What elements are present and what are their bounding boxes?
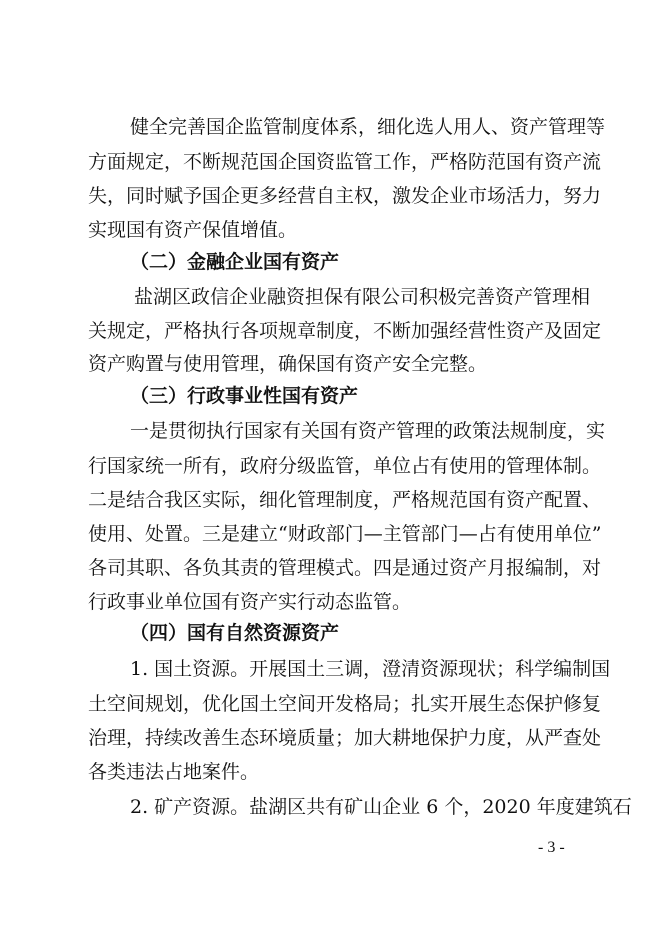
section-heading: （三）行政事业性国有资产 xyxy=(130,385,359,407)
paragraph-line: 资产购置与使用管理，确保国有资产安全完整。 xyxy=(88,353,488,375)
paragraph-line: 行国家统一所有，政府分级监管，单位占有使用的管理体制。 xyxy=(88,455,602,477)
paragraph-line: 失，同时赋予国企更多经营自主权，激发企业市场活力，努力 xyxy=(88,185,602,207)
paragraph-line: 关规定，严格执行各项规章制度，不断加强经营性资产及固定 xyxy=(88,320,602,342)
paragraph-line: 1. 国土资源。开展国土三调，澄清资源现状；科学编制国 xyxy=(130,658,611,680)
paragraph-line: 行政事业单位国有资产实行动态监管。 xyxy=(88,591,412,613)
section-heading: （四）国有自然资源资产 xyxy=(130,622,340,644)
paragraph-line: 使用、处置。三是建立“财政部门—主管部门—占有使用单位” xyxy=(88,523,602,545)
paragraph-line: 二是结合我区实际，细化管理制度，严格规范国有资产配置、 xyxy=(88,489,602,511)
paragraph-line: 土空间规划，优化国土空间开发格局；扎实开展生态保护修复 xyxy=(88,693,602,715)
page-number: - 3 - xyxy=(538,839,565,856)
paragraph-line: 盐湖区政信企业融资担保有限公司积极完善资产管理相 xyxy=(134,286,591,308)
paragraph-line: 实现国有资产保值增值。 xyxy=(88,219,298,241)
paragraph-line: 各司其职、各负其责的管理模式。四是通过资产月报编制，对 xyxy=(88,557,602,579)
paragraph-line: 一是贯彻执行国家有关国有资产管理的政策法规制度，实 xyxy=(130,420,606,442)
paragraph-line: 各类违法占地案件。 xyxy=(88,761,260,783)
paragraph-line: 2. 矿产资源。盐湖区共有矿山企业 6 个，2020 年度建筑石 xyxy=(130,796,632,818)
paragraph-line: 方面规定，不断规范国企国资监管工作，严格防范国有资产流 xyxy=(88,151,602,173)
section-heading: （二）金融企业国有资产 xyxy=(130,251,340,273)
paragraph-line: 健全完善国企监管制度体系，细化选人用人、资产管理等 xyxy=(130,116,606,138)
paragraph-line: 治理，持续改善生态环境质量；加大耕地保护力度，从严查处 xyxy=(88,727,602,749)
